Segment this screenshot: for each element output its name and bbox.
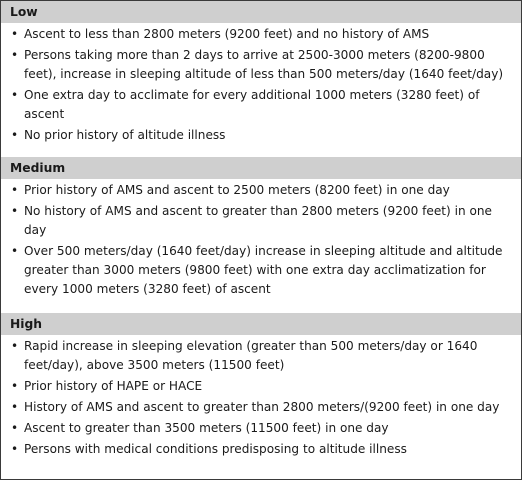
bullet-icon: • bbox=[11, 244, 19, 258]
section-body-low bbox=[1, 23, 521, 145]
bullet-icon: • bbox=[11, 204, 19, 218]
bullet-icon: • bbox=[11, 88, 19, 102]
list-item bbox=[7, 419, 515, 438]
risk-list-medium bbox=[7, 181, 515, 299]
section-low bbox=[1, 1, 521, 157]
bullet-icon: • bbox=[11, 27, 19, 41]
list-item bbox=[7, 126, 515, 145]
list-item-text: History of AMS and ascent to greater than 2800 meters/(9200 feet) in one day bbox=[24, 400, 500, 414]
bullet-icon: • bbox=[11, 48, 19, 62]
list-item bbox=[7, 46, 515, 84]
section-spacer bbox=[1, 301, 521, 313]
risk-list-high bbox=[7, 337, 515, 459]
section-body-high bbox=[1, 335, 521, 459]
risk-list-low bbox=[7, 25, 515, 145]
list-item-text: Over 500 meters/day (1640 feet/day) increase in sleeping altitude and altitude greater than 3000 meters (9800 feet) with one extra day acclimatization for every 1000 meters (3280 feet) of ascent bbox=[24, 244, 503, 296]
bullet-icon: • bbox=[11, 400, 19, 414]
list-item-text: One extra day to acclimate for every additional 1000 meters (3280 feet) of ascent bbox=[24, 88, 480, 121]
list-item-text: Ascent to greater than 3500 meters (11500 feet) in one day bbox=[24, 421, 389, 435]
list-item-text: Rapid increase in sleeping elevation (greater than 500 meters/day or 1640 feet/day), above 3500 meters (11500 feet) bbox=[24, 339, 478, 372]
list-item-text: No history of AMS and ascent to greater than 2800 meters (9200 feet) in one day bbox=[24, 204, 492, 237]
section-header-low: Low bbox=[1, 1, 521, 23]
list-item bbox=[7, 337, 515, 375]
list-item bbox=[7, 181, 515, 200]
list-item bbox=[7, 25, 515, 44]
bullet-icon: • bbox=[11, 128, 19, 142]
list-item bbox=[7, 440, 515, 459]
list-item-text: Prior history of AMS and ascent to 2500 meters (8200 feet) in one day bbox=[24, 183, 450, 197]
section-body-medium bbox=[1, 179, 521, 299]
list-item bbox=[7, 202, 515, 240]
bullet-icon: • bbox=[11, 442, 19, 456]
section-header-medium: Medium bbox=[1, 157, 521, 179]
section-medium bbox=[1, 157, 521, 313]
section-high bbox=[1, 313, 521, 459]
section-spacer bbox=[1, 147, 521, 157]
list-item bbox=[7, 86, 515, 124]
bullet-icon: • bbox=[11, 183, 19, 197]
list-item bbox=[7, 242, 515, 299]
list-item-text: Prior history of HAPE or HACE bbox=[24, 379, 203, 393]
list-item bbox=[7, 377, 515, 396]
list-item-text: Persons with medical conditions predisposing to altitude illness bbox=[24, 442, 407, 456]
bullet-icon: • bbox=[11, 339, 19, 353]
list-item-text: No prior history of altitude illness bbox=[24, 128, 226, 142]
list-item bbox=[7, 398, 515, 417]
bullet-icon: • bbox=[11, 421, 19, 435]
list-item-text: Ascent to less than 2800 meters (9200 feet) and no history of AMS bbox=[24, 27, 430, 41]
list-item-text: Persons taking more than 2 days to arrive at 2500-3000 meters (8200-9800 feet), increase in sleeping altitude of less than 500 meters/day (1640 feet/day) bbox=[24, 48, 504, 81]
bullet-icon: • bbox=[11, 379, 19, 393]
section-header-high: High bbox=[1, 313, 521, 335]
